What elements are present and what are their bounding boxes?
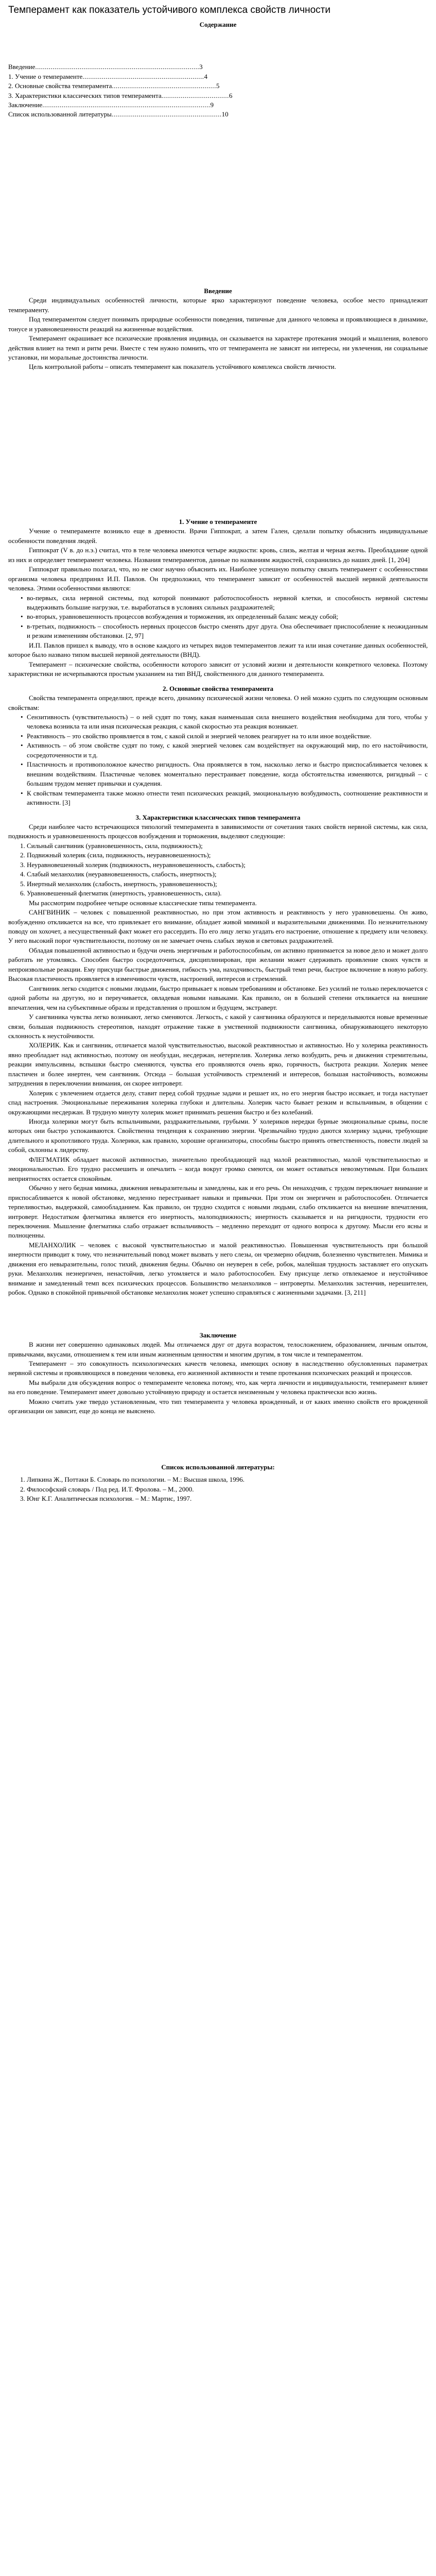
toc-item-label: 3. Характеристики классических типов темперамента	[8, 91, 162, 99]
toc-item-page: 9	[210, 100, 214, 109]
section3-paragraph: САНГВИНИК – человек с повышенной реактивностью, но при этом активность и реактивность у него уравновешены. Он живо, возбужденно откликается на все, что привлекает его внимание, обладает живой мимикой и выразительными движениями. По незначительному поводу он хохочет, а несущественный факт может его рассердить. По его лицу легко угадать его настроение, отношение к предмету или человеку. У него высокий порог чувствительности, поэтому он не замечает очень слабых звуков и световых раздражителей.	[8, 908, 428, 945]
section1-paragraph: Учение о темпераменте возникло еще в древности. Врачи Гиппократ, а затем Гален, сделали попытку объяснить индивидуальные особенности поведения людей.	[8, 527, 428, 545]
section3-paragraph: МЕЛАНХОЛИК – человек с высокой чувствительностью и малой реактивностью. Повышенная чувствительность при большой инертности приводит к тому, что незначительный повод может вызвать у него слезы, он чрезмерно обидчив, болезненно чувствителен. Мимика и движения его невыразительны, голос тихий, движения бедны. Обычно он неуверен в себе, робок, малейшая трудность заставляет его опускать руки. Меланхолик неэнергичен, ненастойчив, легко утомляется и мало работоспособен. Ему присуще легко отвлекаемое и неустойчивое внимание и замедленный темп всех психических процессов. Большинство меланхоликов – интроверты. Меланхолик застенчив, нерешителен, робок. Однако в спокойной привычной обстановке меланхолик может успешно справляться с жизненными задачами. [3, 211]	[8, 1241, 428, 1297]
toc-item-label: Заключение	[8, 100, 43, 109]
toc-item-label: 1. Учение о темпераменте	[8, 72, 83, 80]
literature-item: 1. Липкина Ж., Поттаки Б. Словарь по психологии. – М.: Высшая школа, 1996.	[27, 1475, 428, 1484]
conclusion-paragraph: В жизни нет совершенно одинаковых людей. Мы отличаемся друг от друга возрастом, телосложением, образованием, личным опытом, привычками, вкусами, отношением к тем или иным жизненным ценностям и многим другим, в том числе и темпераментом.	[8, 1341, 428, 1358]
toc-item-dots: .....................................................................................	[35, 63, 200, 71]
list-item: • Пластичность и противоположное качество ригидность. Она проявляется в том, насколько легко и быстро приспосабливается человек к внешним воздействиям. Пластичные человек моментально перестраивает поведение, когда обстоятельства изменяются, ригидный – с большим трудом меняет привычки и суждения.	[27, 760, 428, 788]
nervous-system-properties-list	[8, 594, 428, 641]
list-item: • Реактивность – это свойство проявляется в том, с какой силой и энергией человек реагирует на то или иное воздействие.	[27, 732, 428, 741]
list-item: 3. Неуравновешенный холерик (подвижность, неуравновешенность, слабость);	[27, 860, 428, 870]
conclusion-paragraph: Мы выбрали для обсуждения вопрос о темпераменте человека потому, что, как черта личности и индивидуальности, темперамент влияет на его поведение. Темперамент имеет довольно устойчивую природу и остается неизменным у человека практически всю жизнь.	[8, 1378, 428, 1396]
section2-paragraph: Свойства темперамента определяют, прежде всего, динамику психической жизни человека. О ней можно судить по следующим основным свойствам:	[8, 694, 428, 711]
list-item: 5. Инертный меланхолик (слабость, инертность, уравновешенность);	[27, 879, 428, 889]
literature-list	[8, 1475, 428, 1503]
section3-paragraph: У сангвиника чувства легко возникают, легко сменяются. Легкость, с какой у сангвиника образуются и переделываются новые временные связи, большая подвижность стереотипов, находят отражение также в умственной подвижности сангвиника, обнаруживающего некоторую склонность к неустойчивости.	[8, 1013, 428, 1040]
toc-item-page: 10	[221, 110, 229, 118]
list-item: • во-первых, сила нервной системы, под которой понимают работоспособность нервной клетки, и способность нервной системы выдерживать большие нагрузки, т.е. выработаться в условиях сильных раздражителей;	[27, 594, 428, 613]
conclusion-heading: Заключение	[199, 1331, 237, 1339]
toc-item[interactable]	[8, 62, 428, 72]
table-of-contents	[8, 62, 428, 120]
literature-item: 3. Юнг К.Г. Аналитическая психология. – М.: Мартис, 1997.	[27, 1494, 428, 1503]
toc-item-page: 4	[204, 72, 208, 80]
toc-item-dots: .........................................................	[111, 110, 222, 118]
toc-item-label: 2. Основные свойства темперамента	[8, 82, 112, 90]
list-item: • в-третьих, подвижность – способность нервных процессов быстро сменять друг друга. Она обеспечивает приспособление к неожиданным и резким изменениям обстановки. [2, 97]	[27, 622, 428, 641]
temperament-types-list	[8, 841, 428, 899]
toc-item[interactable]	[8, 91, 428, 100]
section3-paragraph: Иногда холерики могут быть вспыльчивыми, раздражительными, грубыми. У холериков нередки бурные эмоциональные срывы, после которых они быстро успокаиваются. Свойственна тенденция к сохранению энергии. Чрезвычайно трудно даются холерику задачи, требующие длительного и кропотливого труда. Холерики, как правило, хорошие организаторы, способны быстро принять ответственность, повести людей за собой, склонны к лидерству.	[8, 1117, 428, 1154]
toc-item-dots: ...................................	[161, 91, 229, 99]
section3-paragraph: Сангвиник легко сходится с новыми людьми, быстро привыкает к новым требованиям и обстановке. Без усилий не только переключается с одной работы на другую, но и переучивается, овладевая новыми навыками. Как правило, он в большей степени откликается на внешние впечатления, чем на субъективные образы и представления о прошлом и будущем, экстраверт.	[8, 984, 428, 1011]
section1-paragraph: Гиппократ правильно полагал, что, но не смог научно объяснить их. Наиболее успешную попытку связать темперамент с особенностями организма человека предпринял И.П. Павлов. Он предположил, что темперамент зависит от особенностей высшей нервной деятельности человека. Этими особенностями являются:	[8, 565, 428, 592]
toc-item-dots: ......................................................	[112, 82, 216, 90]
section1-heading: 1. Учение о темпераменте	[179, 517, 257, 526]
list-item: • Сензитивность (чувствительность) – о ней судят по тому, какая наименьшая сила внешнего воздействия необходима для того, чтобы у человека возникла та или иная психическая реакция, с какой скоростью эта реакция возникает.	[27, 713, 428, 732]
toc-item-label: Введение	[8, 63, 36, 71]
list-item: 6. Уравновешенный флегматик (инертность, уравновешенность, сила).	[27, 889, 428, 898]
toc-item-dots: ...............................................................	[82, 72, 204, 80]
toc-item-page: 6	[229, 91, 233, 99]
section3-paragraph: ФЛЕГМАТИК обладает высокой активностью, значительно преобладающей над малой реактивностью, малой чувствительностью и эмоциональностью. Его трудно рассмешить и опечалить – когда вокруг громко смеются, он может оставаться невозмутимым. При больших неприятностях остается спокойным.	[8, 1155, 428, 1182]
intro-heading: Введение	[204, 286, 232, 295]
document-title: Темперамент как показатель устойчивого комплекса свойств личности	[8, 5, 330, 15]
list-item: • во-вторых, уравновешенность процессов возбуждения и торможения, их определенный баланс между собой;	[27, 612, 428, 621]
temperament-properties-list	[8, 713, 428, 808]
toc-item-dots: .......................................................................................	[42, 100, 211, 109]
list-item: 4. Слабый меланхолик (неуравновешенность, слабость, инертность);	[27, 870, 428, 879]
list-item: • Активность – об этом свойстве судят по тому, с какой энергией человек сам воздействует на окружающий мир, по его настойчивости, сосредоточенности и т.д.	[27, 741, 428, 760]
list-item: 1. Сильный сангвиник (уравновешенность, сила, подвижность);	[27, 841, 428, 851]
section3-heading: 3. Характеристики классических типов темперамента	[135, 813, 301, 821]
list-item: • К свойствам темперамента также можно отнести темп психических реакций, эмоциональную возбудимость, соотношение реактивности и активности. [3]	[27, 789, 428, 808]
toc-item-label: Список использованной литературы	[8, 110, 112, 118]
literature-item: 2. Философский словарь / Под ред. И.Т. Фролова. – М., 2000.	[27, 1485, 428, 1494]
conclusion-paragraph: Можно считать уже твердо установленным, что тип темперамента у человека врожденный, и от каких именно свойств его врожденной организации он зависит, еще до конца не выяснено.	[8, 1397, 428, 1415]
section1-paragraph: Гиппократ (V в. до н.э.) считал, что в теле человека имеются четыре жидкости: кровь, слизь, желтая и черная желчь. Преобладание одной из них и определяет темперамент человека. Названия темпераментов, данные по названиям жидкостей, сохранились до наших дней. [1, 204]	[8, 546, 428, 564]
section3-paragraph: Обладая повышенной активностью и будучи очень энергичным и работоспособным, он активно принимается за новое дело и может долго работать не утомляясь. Способен быстро сосредоточиться, дисциплинирован, при желании может сдерживать проявление своих чувств и непроизвольные реакции. Ему присущи быстрые движения, гибкость ума, находчивость, быстрый темп речи, быстрое включение в новую работу. Высокая пластичность проявляется в изменчивости чувств, настроений, интересов и стремлений.	[8, 946, 428, 983]
list-item: 2. Подвижный холерик (сила, подвижность, неуравновешенность);	[27, 851, 428, 860]
section1-paragraph: И.П. Павлов пришел к выводу, что в основе каждого из четырех видов темпераментов лежит та или иная сочетание данных особенностей, которое было названо типом высшей нервной деятельности (ВНД).	[8, 641, 428, 659]
toc-item[interactable]	[8, 72, 428, 81]
toc-item[interactable]	[8, 100, 428, 110]
section3-paragraph: Мы рассмотрим подробнее четыре основные классические типы темперамента.	[29, 899, 257, 907]
toc-item[interactable]	[8, 81, 428, 91]
section2-heading: 2. Основные свойства темперамента	[162, 684, 273, 692]
literature-heading: Список использованной литературы:	[161, 1463, 275, 1471]
intro-paragraph: Под темпераментом следует понимать природные особенности поведения, типичные для данного человека и проявляющиеся в динамике, тонусе и уравновешенности реакций на жизненные воздействия.	[8, 315, 428, 333]
toc-heading: Содержание	[199, 20, 237, 28]
section3-paragraph: Среди наиболее часто встречающихся типологий темперамента в завивисимости от сочетания таких свойств нервной системы, как сила, подвижность и уравновешенность процессов возбуждения и торможения, выделяют следующие:	[8, 822, 428, 840]
intro-paragraph: Цель контрольной работы – описать темперамент как показатель устойчивого комплекса свойств личности.	[29, 363, 336, 371]
section3-paragraph: Обычно у него бедная мимика, движения невыразительны и замедлены, как и его речь. Он ненаходчив, с трудом переключает внимание и приспосабливается к новой обстановке, медленно перестраивает навыки и привычки. При этом он энергичен и работоспособен. Отличается терпеливостью, выдержкой, самообладанием. Как правило, он трудно сходится с новыми людьми, слабо откликается на внешние впечатления, интроверт. Недостатком флегматика является его инертность, малоподвижность; инертность сказывается и на ригидности, трудности его переключения. Мышление флегматика слабо отражает вспыльчивость – медленно переходит от одного вопроса к другому. Мысли его ясны и полноценны.	[8, 1184, 428, 1240]
toc-item-page: 3	[199, 63, 203, 71]
section3-paragraph: ХОЛЕРИК. Как и сангвиник, отличается малой чувствительностью, высокой реактивностью и активностью. Но у холерика реактивность явно преобладает над активностью, поэтому он необуздан, несдержан, нетерпелив. Холерика легко возбудить, речь и движения стремительны, реакции импульсивны, вспышки быстро сменяются, чувства его проявляются очень ярко, горячность, быстрота реакции. Холерик менее пластичен и более инертен, чем сангвиник. Отсюда – большая устойчивость стремлений и интересов, большая настойчивость, возможны затруднения в переключении внимания, он скорее интроверт.	[8, 1041, 428, 1088]
section3-paragraph: Холерик с увлечением отдается делу, ставит перед собой трудные задачи и решает их, но его энергия быстро иссякает, и тогда наступает спад настроения. Эмоциональные переживания холерика глубоки и длительны. Холерик часто бывает резким и вспыльчивым, в общении с окружающими несдержан. В трудную минуту холерик может принимать решения быстро и без колебаний.	[8, 1089, 428, 1116]
conclusion-paragraph: Темперамент – это совокупность психологических качеств человека, имеющих основу в наследственно обусловленных параметрах нервной системы и проявляющихся в поведении человека, его жизненной активности и темпе протекания психических реакций и процессов.	[8, 1360, 428, 1377]
toc-item[interactable]	[8, 110, 428, 119]
intro-paragraph: Среди индивидуальных особенностей личности, которые ярко характеризуют поведение человека, особое место принадлежит темпераменту.	[8, 296, 428, 314]
intro-paragraph: Темперамент окрашивает все психические проявления индивида, он сказывается на характере протекания эмоций и мышления, волевого действия влияет на темп и ритм речи. Вместе с тем нужно помнить, что от темперамента не зависят ни интересы, ни увлечения, ни социальные установки, ни моральные достоинства личности.	[8, 334, 428, 362]
section1-paragraph: Темперамент – психические свойства, особенности которого зависит от условий жизни и деятельности конкретного человека. Поэтому характеристики не исчерпываются простым указанием на тип ВНД, свойственного для данного темперамента.	[8, 660, 428, 678]
toc-item-page: 5	[216, 82, 220, 90]
